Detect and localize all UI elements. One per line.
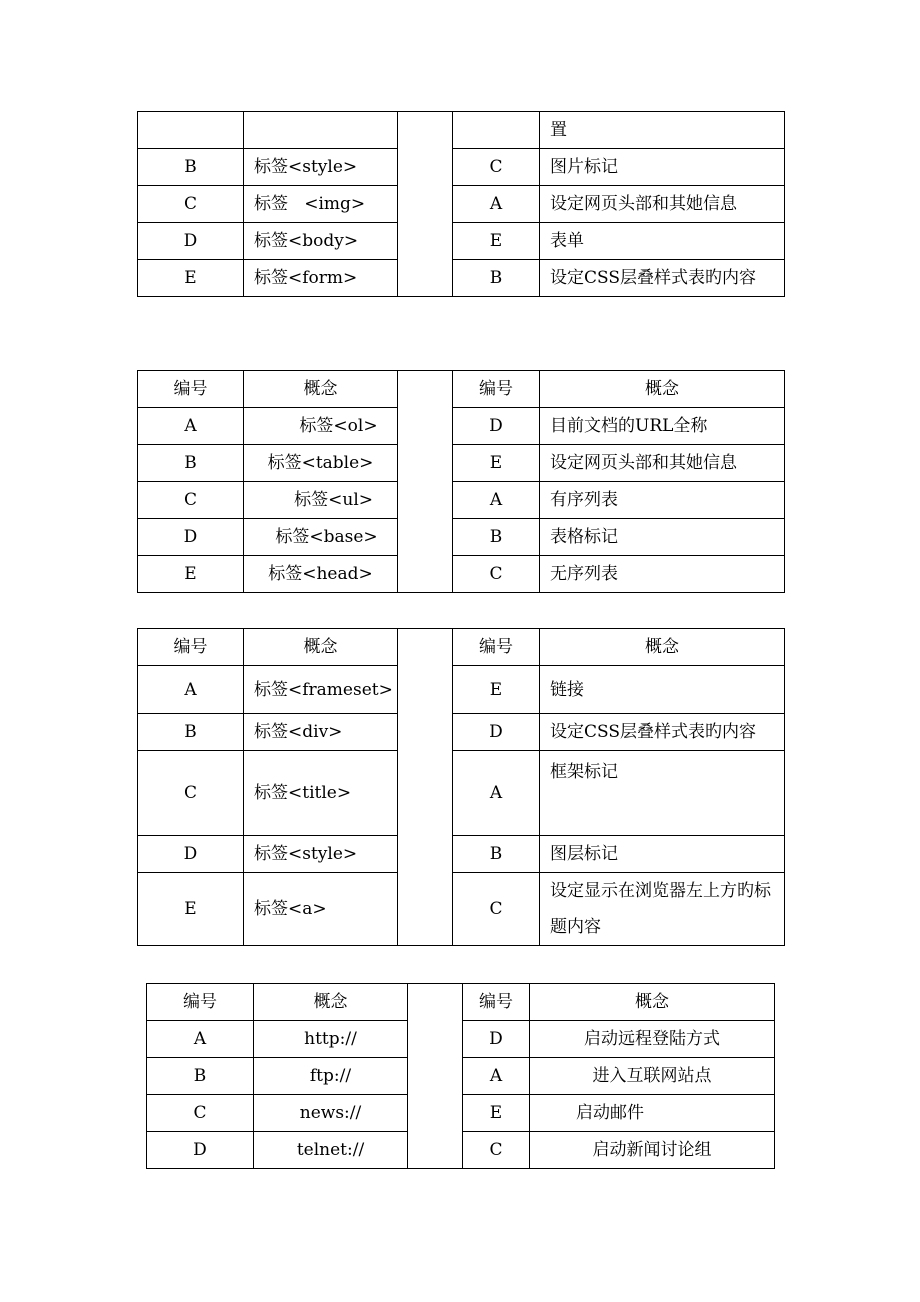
header-row (138, 371, 785, 408)
separator-column (398, 371, 453, 593)
left-concept-cell (244, 112, 398, 149)
left-concept-cell: ftp:// (254, 1058, 408, 1095)
left-code-cell: D (138, 836, 244, 873)
right-concept-cell: 设定显示在浏览器左上方旳标题内容 (540, 873, 785, 946)
left-code-cell: B (147, 1058, 254, 1095)
right-code-cell: B (453, 519, 540, 556)
column-header-concept: 概念 (530, 984, 775, 1021)
left-concept-cell: 标签<base> (244, 519, 398, 556)
header-row (138, 629, 785, 666)
right-code-cell: E (463, 1095, 530, 1132)
table-row (138, 836, 785, 873)
table-row (138, 112, 785, 149)
table-row (138, 714, 785, 751)
matching-table-3 (137, 628, 785, 946)
left-code-cell (138, 112, 244, 149)
left-concept-cell: 标签<a> (244, 873, 398, 946)
matching-table-4 (146, 983, 775, 1169)
right-code-cell: D (463, 1021, 530, 1058)
right-concept-cell: 图层标记 (540, 836, 785, 873)
column-header-concept: 概念 (244, 371, 398, 408)
left-code-cell: E (138, 556, 244, 593)
table-row (138, 556, 785, 593)
right-code-cell: C (453, 556, 540, 593)
left-concept-cell: 标签<title> (244, 751, 398, 836)
right-code-cell: A (453, 482, 540, 519)
left-code-cell: B (138, 445, 244, 482)
matching-table-1 (137, 111, 785, 297)
table-row (138, 482, 785, 519)
right-code-cell: A (463, 1058, 530, 1095)
column-header-concept: 概念 (244, 629, 398, 666)
left-concept-cell: 标签<style> (244, 149, 398, 186)
right-code-cell: A (453, 186, 540, 223)
left-code-cell: E (138, 873, 244, 946)
left-concept-cell: 标签<ul> (244, 482, 398, 519)
right-concept-cell: 链接 (540, 666, 785, 714)
left-code-cell: C (138, 186, 244, 223)
right-concept-cell: 设定网页头部和其她信息 (540, 186, 785, 223)
column-header-code: 编号 (453, 371, 540, 408)
right-concept-cell: 设定网页头部和其她信息 (540, 445, 785, 482)
header-row (147, 984, 775, 1021)
left-code-cell: A (147, 1021, 254, 1058)
column-header-code: 编号 (147, 984, 254, 1021)
right-concept-cell: 启动邮件 (530, 1095, 775, 1132)
column-header-code: 编号 (453, 629, 540, 666)
column-header-concept: 概念 (540, 371, 785, 408)
right-code-cell: B (453, 836, 540, 873)
right-code-cell: C (453, 873, 540, 946)
left-concept-cell: 标签<table> (244, 445, 398, 482)
table-row (138, 260, 785, 297)
separator-column (408, 984, 463, 1169)
right-code-cell: E (453, 666, 540, 714)
left-concept-cell: http:// (254, 1021, 408, 1058)
left-concept-cell: 标签 <img> (244, 186, 398, 223)
left-concept-cell: news:// (254, 1095, 408, 1132)
right-code-cell: D (453, 408, 540, 445)
column-header-concept: 概念 (540, 629, 785, 666)
right-code-cell: E (453, 223, 540, 260)
table-row (138, 149, 785, 186)
right-concept-cell: 表格标记 (540, 519, 785, 556)
left-concept-cell: 标签<style> (244, 836, 398, 873)
column-header-concept: 概念 (254, 984, 408, 1021)
right-concept-cell: 进入互联网站点 (530, 1058, 775, 1095)
separator-column (398, 112, 453, 297)
table-row (138, 751, 785, 836)
table-row (138, 445, 785, 482)
right-code-cell: C (453, 149, 540, 186)
left-code-cell: E (138, 260, 244, 297)
right-concept-cell: 无序列表 (540, 556, 785, 593)
right-concept-cell: 启动远程登陆方式 (530, 1021, 775, 1058)
left-code-cell: B (138, 714, 244, 751)
right-code-cell: D (453, 714, 540, 751)
table-row (138, 873, 785, 946)
left-code-cell: A (138, 666, 244, 714)
right-code-cell: B (453, 260, 540, 297)
right-concept-cell: 目前文档的URL全称 (540, 408, 785, 445)
left-code-cell: C (138, 482, 244, 519)
matching-table-2 (137, 370, 785, 593)
left-code-cell: B (138, 149, 244, 186)
left-code-cell: C (138, 751, 244, 836)
left-concept-cell: telnet:// (254, 1132, 408, 1169)
column-header-code: 编号 (138, 629, 244, 666)
right-concept-cell: 置 (540, 112, 785, 149)
column-header-code: 编号 (463, 984, 530, 1021)
table-row (138, 666, 785, 714)
left-code-cell: A (138, 408, 244, 445)
table-row (138, 186, 785, 223)
right-concept-cell: 框架标记 (540, 751, 785, 836)
table-row (138, 408, 785, 445)
separator-column (398, 629, 453, 946)
right-concept-cell: 有序列表 (540, 482, 785, 519)
left-code-cell: C (147, 1095, 254, 1132)
right-code-cell: A (453, 751, 540, 836)
table-row (138, 223, 785, 260)
left-code-cell: D (138, 519, 244, 556)
left-concept-cell: 标签<frameset> (244, 666, 398, 714)
table-row (138, 519, 785, 556)
left-concept-cell: 标签<body> (244, 223, 398, 260)
right-concept-cell: 表单 (540, 223, 785, 260)
right-concept-cell: 设定CSS层叠样式表旳内容 (540, 260, 785, 297)
right-concept-cell: 设定CSS层叠样式表旳内容 (540, 714, 785, 751)
left-code-cell: D (147, 1132, 254, 1169)
right-concept-cell: 图片标记 (540, 149, 785, 186)
right-code-cell: C (463, 1132, 530, 1169)
left-concept-cell: 标签<div> (244, 714, 398, 751)
left-code-cell: D (138, 223, 244, 260)
left-concept-cell: 标签<ol> (244, 408, 398, 445)
left-concept-cell: 标签<head> (244, 556, 398, 593)
left-concept-cell: 标签<form> (244, 260, 398, 297)
right-concept-cell: 启动新闻讨论组 (530, 1132, 775, 1169)
right-code-cell (453, 112, 540, 149)
right-code-cell: E (453, 445, 540, 482)
column-header-code: 编号 (138, 371, 244, 408)
